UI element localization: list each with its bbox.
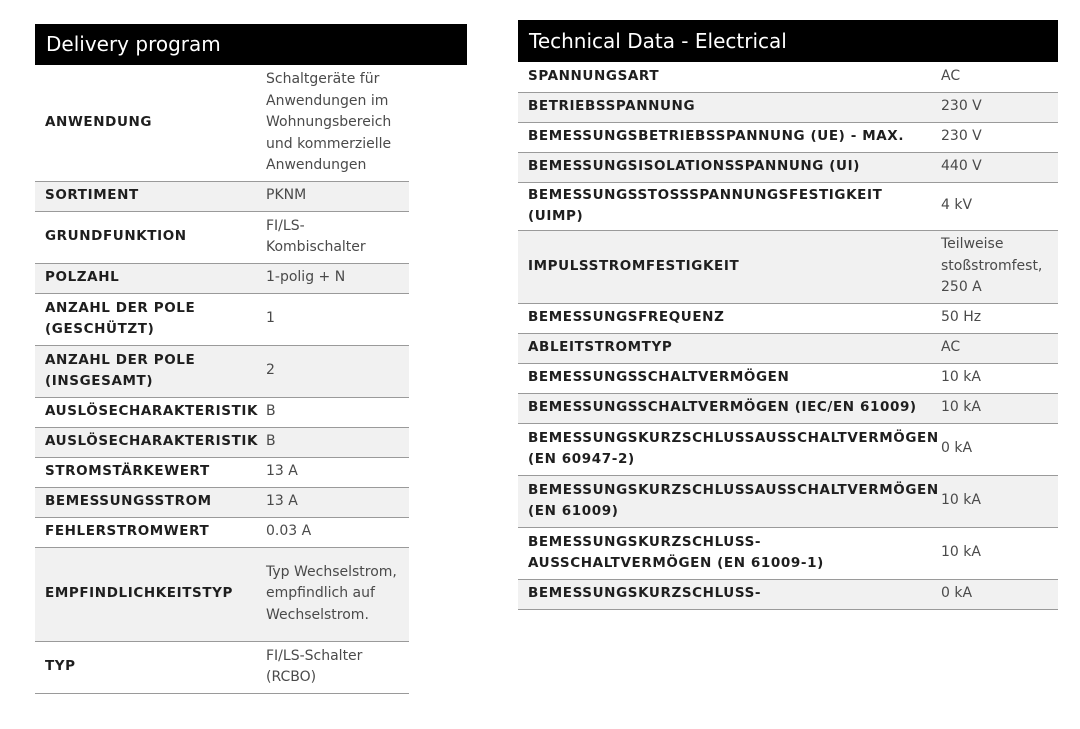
row-value: FI/LS-Kombischalter [255, 211, 409, 263]
row-value: B [255, 397, 409, 427]
row-value: Teilweise stoßstromfest, 250 A [930, 230, 1058, 303]
table-row [35, 517, 409, 547]
table-row [518, 230, 1058, 303]
row-value: AC [930, 333, 1058, 363]
table-row [518, 92, 1058, 122]
row-value: 0 kA [930, 423, 1058, 475]
row-label: ANZAHL DER POLE (INSGESAMT) [35, 345, 255, 397]
row-label: AUSLÖSECHARAKTERISTIK [35, 427, 255, 457]
row-value: 10 kA [930, 363, 1058, 393]
row-value: 230 V [930, 92, 1058, 122]
row-value: 230 V [930, 122, 1058, 152]
row-label: STROMSTÄRKEWERT [35, 457, 255, 487]
row-label: BEMESSUNGSSTROM [35, 487, 255, 517]
technical-data-electrical-panel [518, 20, 1058, 610]
row-label: ANZAHL DER POLE (GESCHÜTZT) [35, 293, 255, 345]
table-row [35, 487, 409, 517]
row-label: ABLEITSTROMTYP [518, 333, 930, 363]
row-label: BEMESSUNGSKURZSCHLUSS- [518, 579, 930, 609]
table-row [35, 397, 409, 427]
delivery-program-title: Delivery program [35, 24, 467, 65]
row-value: PKNM [255, 181, 409, 211]
row-value: 440 V [930, 152, 1058, 182]
row-label: EMPFINDLICHKEITSTYP [35, 547, 255, 641]
technical-data-electrical-table [518, 62, 1058, 610]
row-value: 10 kA [930, 475, 1058, 527]
row-label: BETRIEBSSPANNUNG [518, 92, 930, 122]
table-row [518, 122, 1058, 152]
table-row [518, 62, 1058, 92]
table-row [35, 211, 409, 263]
row-label: AUSLÖSECHARAKTERISTIK [35, 397, 255, 427]
table-row [518, 475, 1058, 527]
row-label: BEMESSUNGSISOLATIONSSPANNUNG (UI) [518, 152, 930, 182]
row-value: Schaltgeräte für Anwendungen im Wohnungsbereich und kommerzielle Anwendungen [255, 65, 409, 181]
row-value: 4 kV [930, 182, 1058, 230]
row-value: B [255, 427, 409, 457]
table-row [35, 427, 409, 457]
row-label: BEMESSUNGSBETRIEBSSPANNUNG (UE) - MAX. [518, 122, 930, 152]
table-row [35, 293, 409, 345]
table-row [35, 345, 409, 397]
row-label: IMPULSSTROMFESTIGKEIT [518, 230, 930, 303]
row-value: 13 A [255, 457, 409, 487]
row-value: FI/LS-Schalter (RCBO) [255, 641, 409, 693]
row-value: 1 [255, 293, 409, 345]
row-value: 1-polig + N [255, 263, 409, 293]
table-row [35, 547, 409, 641]
table-row [518, 182, 1058, 230]
row-value: 50 Hz [930, 303, 1058, 333]
row-label: BEMESSUNGSSTOSSSPANNUNGSFESTIGKEIT (UIMP) [518, 182, 930, 230]
row-value: 2 [255, 345, 409, 397]
row-label: BEMESSUNGSKURZSCHLUSSAUSSCHALTVERMÖGEN (EN 60947-2) [518, 423, 930, 475]
row-label: SPANNUNGSART [518, 62, 930, 92]
table-row [35, 65, 409, 181]
row-label: BEMESSUNGSFREQUENZ [518, 303, 930, 333]
row-value: Typ Wechselstrom, empfindlich auf Wechselstrom. [255, 547, 409, 641]
row-label: ANWENDUNG [35, 65, 255, 181]
table-row [518, 579, 1058, 609]
row-label: POLZAHL [35, 263, 255, 293]
delivery-program-table [35, 65, 409, 694]
table-row [35, 181, 409, 211]
row-label: GRUNDFUNKTION [35, 211, 255, 263]
table-row [518, 363, 1058, 393]
table-row [518, 333, 1058, 363]
row-label: BEMESSUNGSSCHALTVERMÖGEN [518, 363, 930, 393]
table-row [35, 457, 409, 487]
table-row [35, 263, 409, 293]
table-row [518, 303, 1058, 333]
table-row [518, 152, 1058, 182]
delivery-program-panel [35, 24, 467, 694]
row-value: 10 kA [930, 527, 1058, 579]
row-value: AC [930, 62, 1058, 92]
row-label: BEMESSUNGSKURZSCHLUSS-AUSSCHALTVERMÖGEN (EN 61009-1) [518, 527, 930, 579]
technical-data-electrical-title: Technical Data - Electrical [518, 20, 1058, 62]
table-row [518, 423, 1058, 475]
row-label: BEMESSUNGSKURZSCHLUSSAUSSCHALTVERMÖGEN (EN 61009) [518, 475, 930, 527]
table-row [518, 527, 1058, 579]
row-value: 0.03 A [255, 517, 409, 547]
table-row [518, 393, 1058, 423]
row-label: TYP [35, 641, 255, 693]
row-label: SORTIMENT [35, 181, 255, 211]
row-label: FEHLERSTROMWERT [35, 517, 255, 547]
row-value: 13 A [255, 487, 409, 517]
row-value: 10 kA [930, 393, 1058, 423]
table-row [35, 641, 409, 693]
row-value: 0 kA [930, 579, 1058, 609]
row-label: BEMESSUNGSSCHALTVERMÖGEN (IEC/EN 61009) [518, 393, 930, 423]
